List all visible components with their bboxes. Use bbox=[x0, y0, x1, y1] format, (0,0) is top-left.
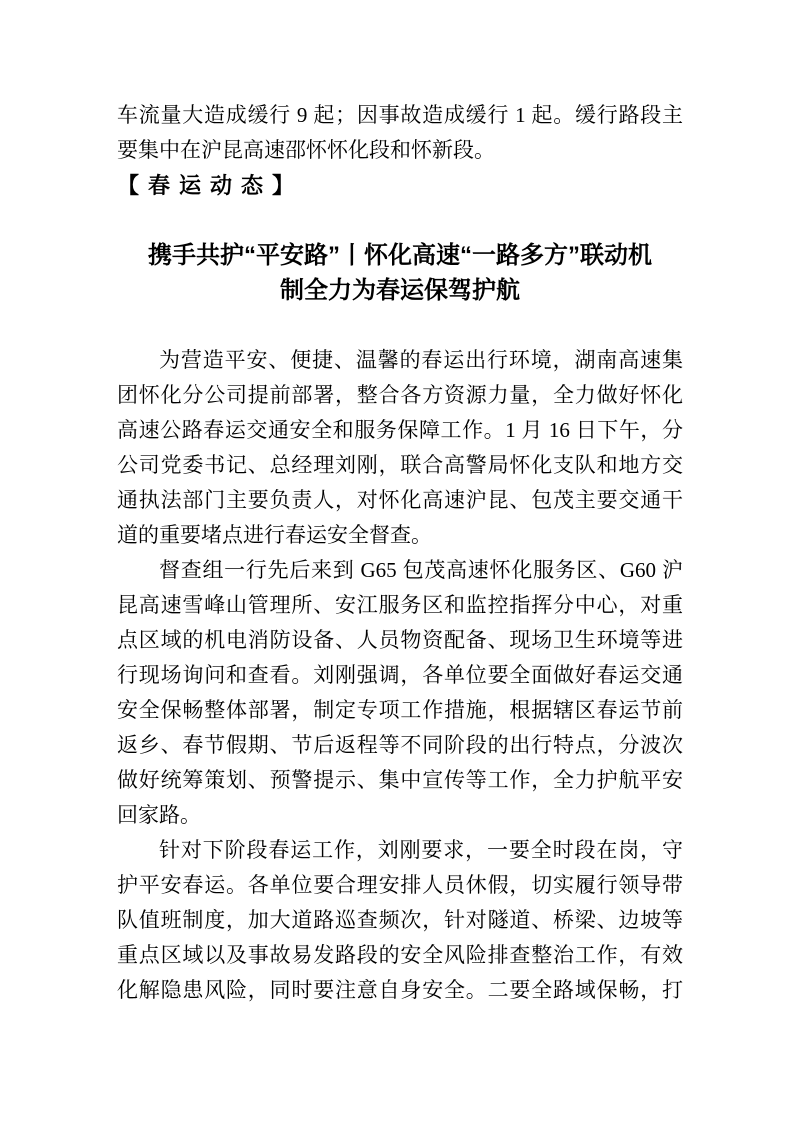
text-line: 要集中在沪昆高速邵怀怀化段和怀新段。 bbox=[117, 138, 495, 162]
article-title bbox=[117, 238, 683, 308]
text-line: 护平安春运。各单位要合理安排人员休假，切实履行领导带 bbox=[117, 873, 683, 897]
text-line: 昆高速雪峰山管理所、安江服务区和监控指挥分中心，对重 bbox=[117, 593, 683, 617]
intro-paragraph bbox=[117, 98, 683, 168]
text-line: 重点区域以及事故易发路段的安全风险排查整治工作，有效 bbox=[117, 943, 683, 967]
text-line: 通执法部门主要负责人，对怀化高速沪昆、包茂主要交通干 bbox=[117, 488, 683, 512]
text-line: 针对下阶段春运工作，刘刚要求，一要全时段在岗，守 bbox=[159, 838, 683, 862]
paragraph-2 bbox=[117, 553, 683, 833]
paragraph-1 bbox=[117, 343, 683, 553]
article-title-line: 制全力为春运保驾护航 bbox=[280, 277, 520, 304]
text-line: 高速公路春运交通安全和服务保障工作。1 月 16 日下午，分 bbox=[117, 418, 683, 442]
text-line: 化解隐患风险，同时要注意自身安全。二要全路域保畅，打 bbox=[117, 978, 683, 1002]
blank-line bbox=[117, 308, 683, 343]
text-line: 团怀化分公司提前部署，整合各方资源力量，全力做好怀化 bbox=[117, 383, 683, 407]
blank-line bbox=[117, 203, 683, 238]
text-line: 督查组一行先后来到 G65 包茂高速怀化服务区、G60 沪 bbox=[159, 558, 683, 582]
text-line: 返乡、春节假期、节后返程等不同阶段的出行特点，分波次 bbox=[117, 733, 683, 757]
text-line: 回家路。 bbox=[117, 803, 201, 827]
text-line: 公司党委书记、总经理刘刚，联合高警局怀化支队和地方交 bbox=[117, 453, 683, 477]
section-heading: 【春运动态】 bbox=[117, 173, 304, 198]
text-line: 为营造平安、便捷、温馨的春运出行环境，湖南高速集 bbox=[159, 348, 683, 372]
article-title-line: 携手共护“平安路”丨怀化高速“一路多方”联动机 bbox=[148, 242, 652, 269]
text-line: 行现场询问和查看。刘刚强调，各单位要全面做好春运交通 bbox=[117, 663, 683, 687]
text-line: 道的重要堵点进行春运安全督查。 bbox=[117, 523, 432, 547]
text-line: 点区域的机电消防设备、人员物资配备、现场卫生环境等进 bbox=[117, 628, 683, 652]
text-line: 车流量大造成缓行 9 起；因事故造成缓行 1 起。缓行路段主 bbox=[117, 103, 683, 127]
content-column bbox=[117, 98, 683, 1008]
text-line: 安全保畅整体部署，制定专项工作措施，根据辖区春运节前 bbox=[117, 698, 683, 722]
paragraph-3 bbox=[117, 833, 683, 1008]
text-line: 队值班制度，加大道路巡查频次，针对隧道、桥梁、边坡等 bbox=[117, 908, 683, 932]
text-line: 做好统筹策划、预警提示、集中宣传等工作，全力护航平安 bbox=[117, 768, 683, 792]
